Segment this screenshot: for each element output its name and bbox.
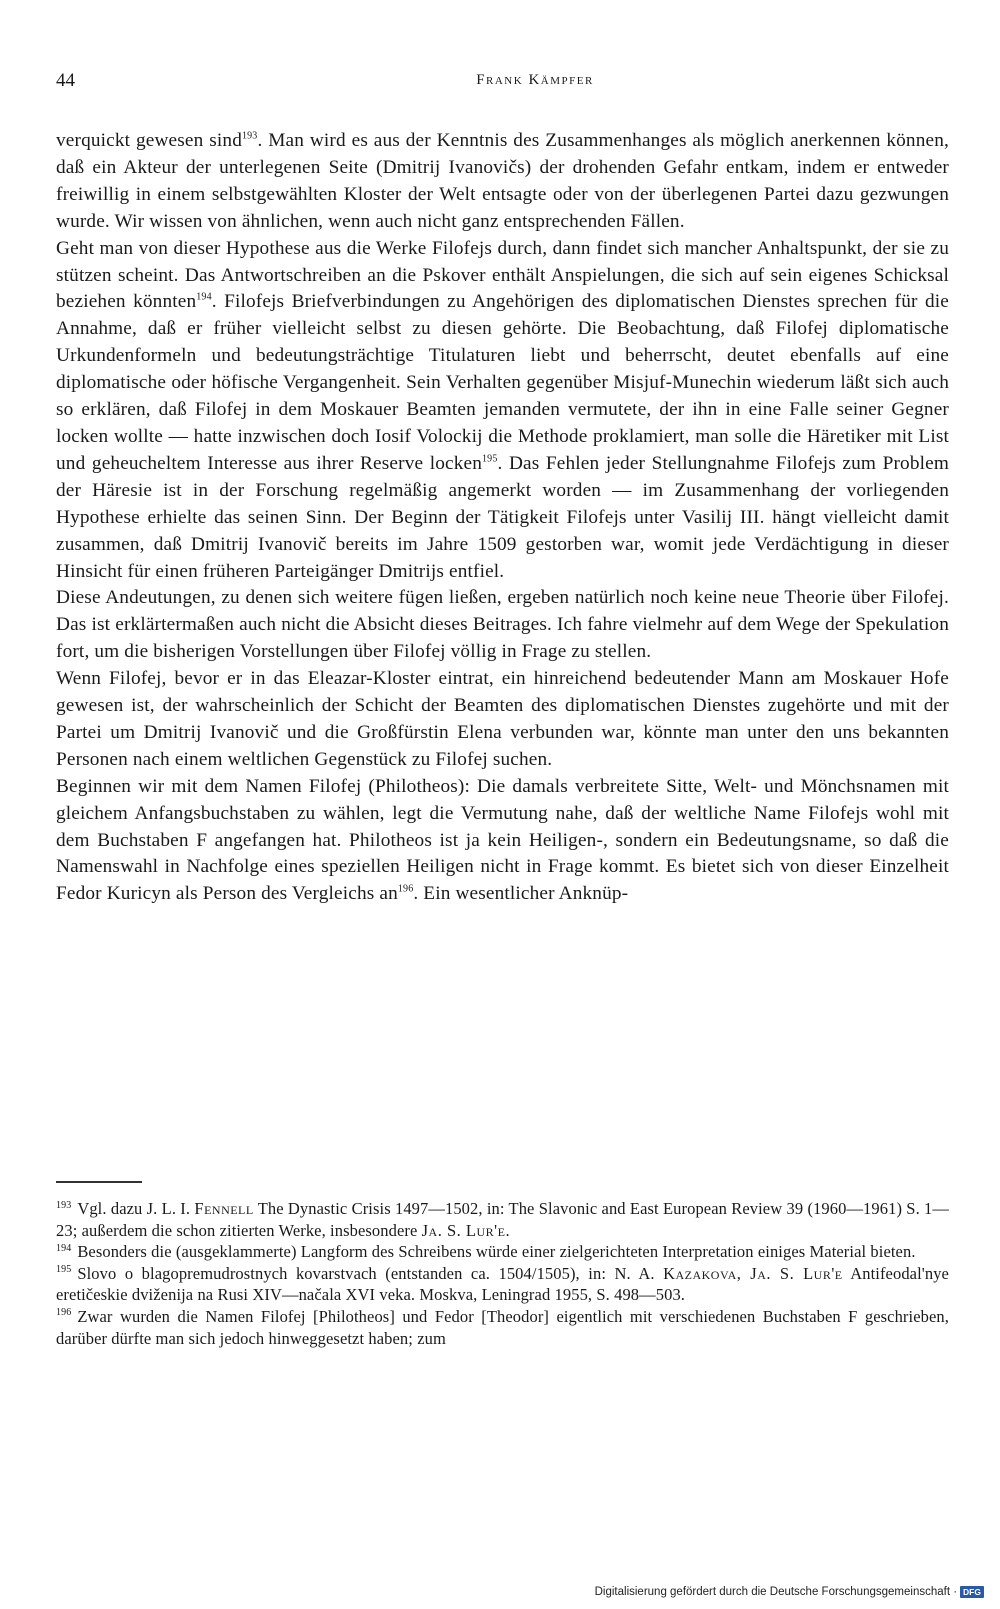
paragraph-2 (56, 236, 949, 586)
footnote-194 (56, 1241, 949, 1263)
footnote-number: 196 (56, 1307, 72, 1319)
footnote-ref-193[interactable]: 193 (241, 130, 258, 142)
text-span: Geht man von dieser Hypothese aus die Werke Filofejs durch, dann findet sich mancher Anhaltspunkt, der sie zu stützen scheint. Das Antwortschreiben an die Pskover enthält Anspielungen, die sich auf sein eigenes Schicksal beziehen könnten (56, 237, 949, 313)
footnote-number: 195 (56, 1264, 72, 1276)
text-span: Zwar wurden die Namen Filofej [Philotheos] und Fedor [Theodor] eigentlich mit verschiedenen Buchstaben F geschrieben, darüber dürfte man sich jedoch hinweggesetzt haben; zum (56, 1306, 949, 1348)
author-name: Ja. S. Lur'e (421, 1220, 506, 1240)
text-span: Beginnen wir mit dem Namen Filofej (Philotheos): Die damals verbreitete Sitte, Welt- und Mönchsnamen mit gleichem Anfangsbuchstaben zu wählen, legt die Vermutung nahe, daß der weltliche Name Filofejs wohl mit dem Buchstaben F angefangen hat. Philotheos ist ja kein Heiligen-, sondern ein Bedeutungsname, so daß die Namenswahl in Nachfolge eines speziellen Heiligen nicht in Frage kommt. Es bietet sich von dieser Einzelheit Fedor Kuricyn als Person des Vergleichs an (56, 775, 949, 905)
running-head: Frank Kämpfer (476, 72, 594, 88)
footnotes (56, 1198, 949, 1349)
text-span: Besonders die (ausgeklammerte) Langform des Schreibens würde einer zielgerichteten Interpretation einiges Material bieten. (77, 1242, 916, 1262)
footnote-ref-195[interactable]: 195 (482, 453, 498, 465)
text-span: . (505, 1220, 510, 1240)
footnote-193 (56, 1198, 949, 1241)
page-number: 44 (56, 70, 75, 91)
footnote-ref-196[interactable]: 196 (397, 883, 414, 895)
text-span: verquickt gewesen sind (56, 130, 242, 151)
footnote-number: 194 (56, 1242, 72, 1254)
text-span: . Ein wesentlicher Anknüp- (413, 883, 629, 905)
text-span: . Man wird es aus der Kenntnis des Zusammenhanges als möglich anerkennen können, daß ein Akteur der unterlegenen Seite (Dmitrij Ivanovičs) der drohenden Gefahr entkam, indem er entweder freiwillig in einem selbstgewählten Kloster der Welt entsagte oder von der überlegenen Partei dazu gezwungen wurde. Wir wissen von ähnlichen, wenn auch nicht ganz entsprechenden Fällen. (56, 130, 949, 232)
footnote-number: 193 (56, 1199, 72, 1211)
footnote-195 (56, 1263, 949, 1306)
author-name: Fennell (194, 1199, 254, 1218)
paragraph-1 (56, 128, 949, 236)
text-span: Vgl. dazu J. L. I. (77, 1199, 195, 1218)
credit-text: Digitalisierung gefördert durch die Deutsche Forschungsgemeinschaft · (594, 1586, 958, 1598)
text-span: . Filofejs Briefverbindungen zu Angehörigen des diplomatischen Dienstes sprechen für die Annahme, daß er früher vielleicht selbst zu diesen gehörte. Die Beobachtung, daß Filofej diplomatische Urkundenformeln und bedeutungsträchtige Titulaturen liebt und beherrscht, deutet ebenfalls auf eine diplomatische oder höfische Vergangenheit. Sein Verhalten gegenüber Misjuf-Munechin wiederum läßt sich auch so erklären, daß Filofej in dem Moskauer Beamten jemanden vermutete, der ihn in eine Falle seiner Gegner locken wollte — hatte inzwischen doch Iosif Volockij die Methode proklamiert, man solle die Häretiker mit List und geheucheltem Interesse aus ihrer Reserve locken (56, 291, 949, 474)
author-name: Kazakova, Ja. S. Lur'e (663, 1263, 843, 1283)
text-span: Antifeodal'nye eretičeskie dviženija na Rusi XIV—načala XVI veka. Moskva, Leningrad 1955, S. 498—503. (56, 1263, 949, 1305)
footnote-ref-194[interactable]: 194 (196, 292, 212, 304)
footnote-divider (56, 1181, 142, 1183)
digitization-credit (595, 1586, 984, 1598)
text-span: . Das Fehlen jeder Stellungnahme Filofejs zum Problem der Häresie ist in der Forschung regelmäßig angemerkt worden — im Zusammenhang der vorliegenden Hypothese erhielte das seinen Sinn. Der Beginn der Tätigkeit Filofejs unter Vasilij III. hängt vielleicht damit zusammen, daß Dmitrij Ivanovič bereits im Jahre 1509 gestorben war, womit jede Verdächtigung in dieser Hinsicht für einen früheren Parteigänger Dmitrijs entfiel. (56, 452, 949, 582)
paragraph-4: Wenn Filofej, bevor er in das Eleazar-Kloster eintrat, ein hinreichend bedeutender Mann am Moskauer Hofe gewesen ist, der wahrscheinlich der Schicht der Beamten des diplomatischen Dienstes zugehörte und mit der Partei um Dmitrij Ivanovič und die Großfürstin Elena verbunden war, könnte man unter den uns bekannten Personen nach einem weltlichen Gegenstück zu Filofej suchen. (56, 668, 949, 770)
paragraph-5 (56, 774, 949, 909)
main-text (56, 128, 949, 908)
paragraph-3: Diese Andeutungen, zu denen sich weitere fügen ließen, ergeben natürlich noch keine neue Theorie über Filofej. Das ist erklärtermaßen auch nicht die Absicht dieses Beitrages. Ich fahre vielmehr auf dem Wege der Spekulation fort, um die bisherigen Vorstellungen über Filofej völlig in Frage zu stellen. (56, 587, 949, 663)
text-span: Slovo o blagopremudrostnych kovarstvach (entstanden ca. 1504/1505), in: N. A. (77, 1263, 664, 1283)
footnote-196 (56, 1306, 949, 1349)
dfg-logo: DFG (960, 1586, 984, 1598)
text-span: The Dynastic Crisis 1497—1502, in: The Slavonic and East European Review 39 (1960—1961) S. 1—23; außerdem die schon zitierten Werke, insbesondere (56, 1199, 950, 1240)
